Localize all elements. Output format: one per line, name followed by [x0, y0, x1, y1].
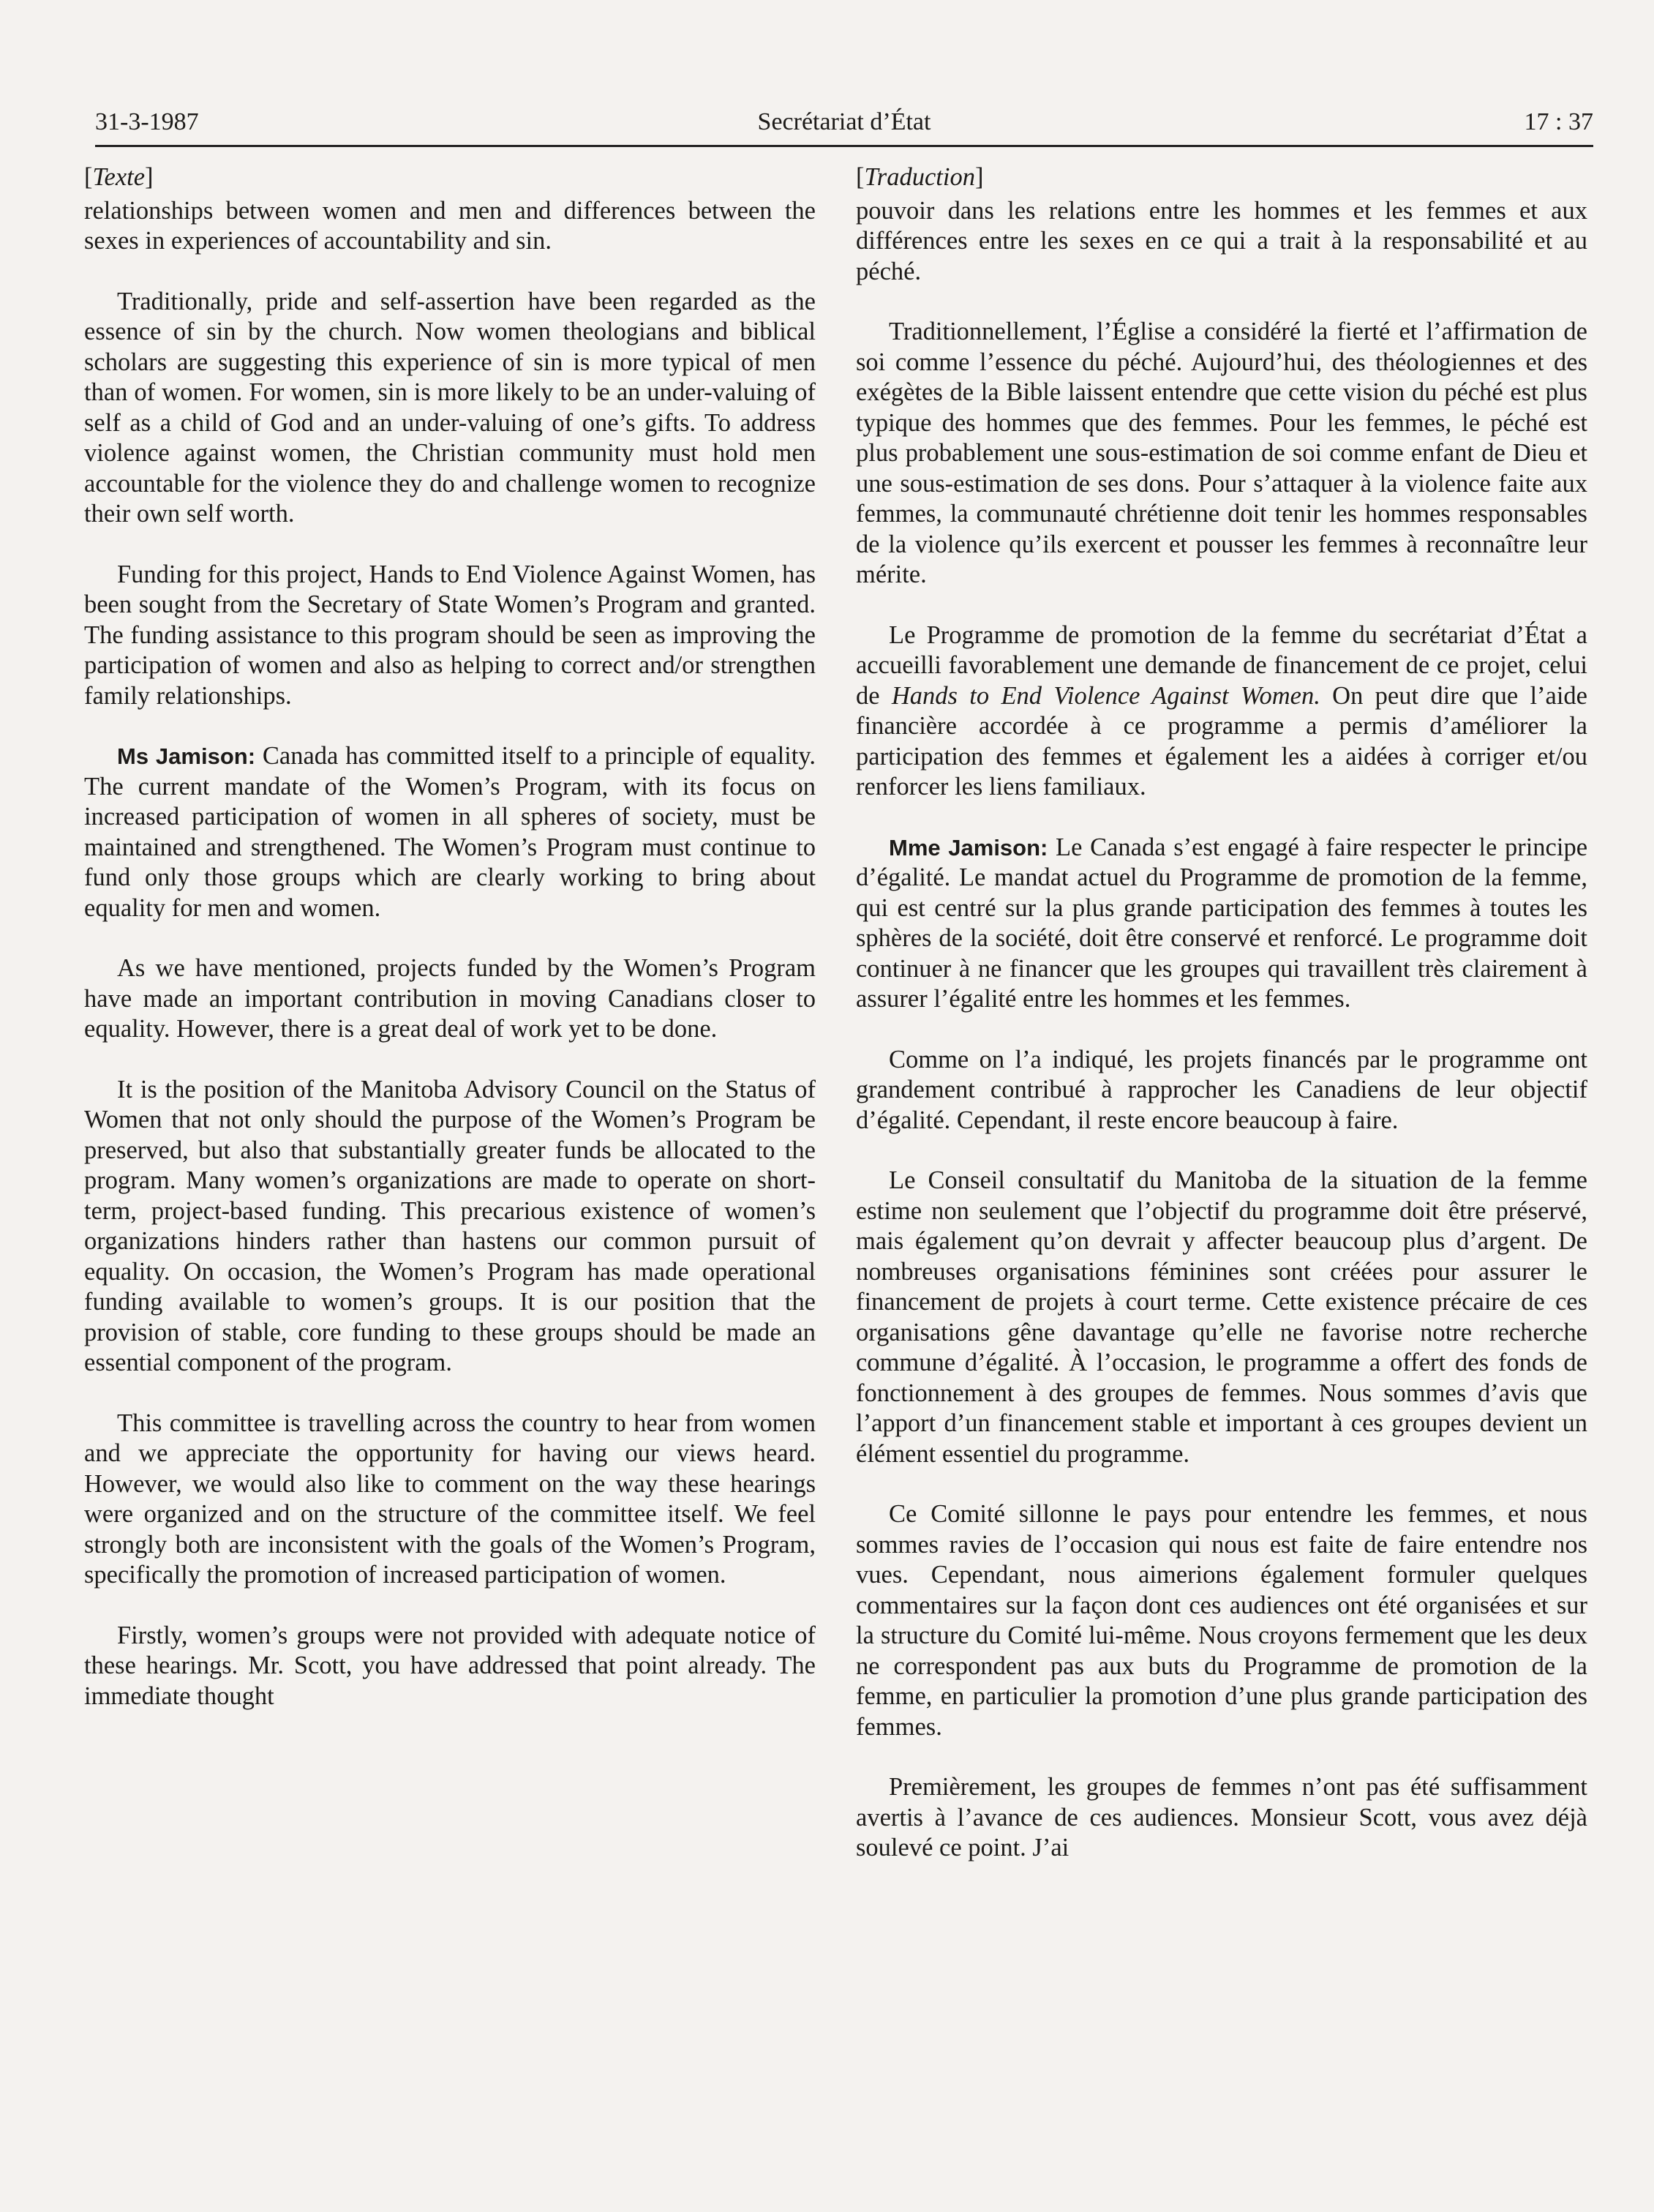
paragraph: Le Programme de promotion de la femme du secrétariat d’État a accueilli favorablement une demande de financement de ce projet, celui de Hands to End Violence Against Women. On peut dire que l’aide financière accordée à ce programme a permis d’améliorer la participation des femmes et également les a aidées à corriger et/ou renforcer les liens familiaux. — [856, 621, 1587, 801]
header-page-number: 17 : 37 — [1524, 108, 1593, 135]
speaker-paragraph: Ms Jamison: Canada has committed itself to a principle of equality. The current mandate of the Women’s Program, with its focus on increased participation of women in all spheres of society, must be maintained and strengthened. The Women’s Program must continue to fund only those groups which are clearly working to bring about equality for men and women. — [84, 742, 816, 922]
french-column — [856, 162, 1587, 1894]
paragraph: Ce Comité sillonne le pays pour entendre les femmes, et nous sommes ravies de l’occasion qui nous est faite de faire entendre nos vues. Cependant, nous aimerions également formuler quelques commentaires sur la façon dont ces audiences ont été organisées et sur la structure du Comité lui-même. Nous croyons fermement que les deux ne correspondent pas aux buts du Programme de promotion de la femme, en particulier la promotion d’une plus grande participation des femmes. — [856, 1500, 1587, 1741]
paragraph: pouvoir dans les relations entre les hommes et les femmes et aux différences entre les sexes en ce qui a trait à la responsabilité et au péché. — [856, 196, 1587, 285]
paragraph: Traditionnellement, l’Église a considéré la fierté et l’affirmation de soi comme l’essence du péché. Aujourd’hui, des théologiennes et des exégètes de la Bible laissent entendre que cette vision du péché est plus typique des hommes que des femmes. Pour les femmes, le péché est plus probablement une sous-estimation de soi comme enfant de Dieu et une sous-estimation de ses dons. Pour s’attaquer à la violence faite aux femmes, la communauté chrétienne doit tenir les hommes responsables de la violence qu’ils exercent et pousser les femmes à reconnaître leur mérite. — [856, 318, 1587, 588]
header-title: Secrétariat d’État — [757, 108, 931, 135]
paragraph: Funding for this project, Hands to End Violence Against Women, has been sought from the Secretary of State Women’s Program and granted. The funding assistance to this program should be seen as improving the participation of women and also as helping to correct and/or strengthen family relationships. — [84, 560, 816, 710]
header-date: 31-3-1987 — [95, 108, 199, 135]
paragraph: Le Conseil consultatif du Manitoba de la situation de la femme estime non seulement que l’objectif du programme doit être préservé, mais également qu’on devrait y affecter beaucoup plus d’argent. De nombreuses organisations féminines sont créées pour assurer le financement de projets à court terme. Cette existence précaire de ces organisations gêne davantage qu’elle ne favorise notre recherche commune d’égalité. À l’occasion, le programme a offert des fonds de fonctionnement à des groupes de femmes. Nous sommes d’avis que l’apport d’un financement stable et important à ces groupes devient un élément essentiel du programme. — [856, 1166, 1587, 1468]
project-title: Hands to End Violence Against Women. — [891, 681, 1320, 710]
page-header — [95, 104, 1593, 147]
paragraph: Traditionally, pride and self-assertion have been regarded as the essence of sin by the church. Now women theologians and biblical scholars are suggesting this experience of sin is more typical of men than of women. For women, sin is more likely to be an under-valuing of self as a child of God and an under-valuing of one’s gifts. To address violence against women, the Christian community must hold men accountable for the violence they do and challenge women to recognize their own self worth. — [84, 287, 816, 528]
paragraph: Premièrement, les groupes de femmes n’ont pas été suffisamment avertis à l’avance de ces audiences. Monsieur Scott, vous avez déjà soulevé ce point. J’ai — [856, 1773, 1587, 1862]
paragraph: relationships between women and men and differences between the sexes in experiences of accountability and sin. — [84, 196, 816, 255]
english-column — [84, 162, 816, 1742]
paragraph: This committee is travelling across the country to hear from women and we appreciate the opportunity for having our views heard. However, we would also like to comment on the way these hearings were organized and on the structure of the committee itself. We feel strongly both are inconsistent with the goals of the Women’s Program, specifically the promotion of increased participation of women. — [84, 1409, 816, 1589]
column-label-traduction: [Traduction] — [856, 163, 984, 191]
column-label-texte: [Texte] — [84, 163, 154, 191]
speaker-name: Ms Jamison: — [117, 743, 256, 769]
speaker-paragraph: Mme Jamison: Le Canada s’est engagé à faire respecter le principe d’égalité. Le mandat actuel du Programme de promotion de la femme, qui est centré sur la plus grande participation des femmes à toutes les sphères de la société, doit être conservé et renforcé. Le programme doit continuer à ne financer que les groupes qui travaillent très clairement à assurer l’égalité entre les hommes et les femmes. — [856, 833, 1588, 1013]
paragraph: Firstly, women’s groups were not provided with adequate notice of these hearings. Mr. Scott, you have addressed that point already. The immediate thought — [84, 1621, 816, 1710]
speaker-name: Mme Jamison: — [889, 834, 1048, 861]
paragraph: It is the position of the Manitoba Advisory Council on the Status of Women that not only should the purpose of the Women’s Program be preserved, but also that substantially greater funds be allocated to the program. Many women’s organizations are made to operate on short-term, project-based funding. This precarious existence of women’s organizations hinders rather than hastens our common pursuit of equality. On occasion, the Women’s Program has made operational funding available to women’s groups. It is our position that the provision of stable, core funding to these groups should be made an essential component of the program. — [84, 1075, 816, 1376]
paragraph: As we have mentioned, projects funded by the Women’s Program have made an important contribution in moving Canadians closer to equality. However, there is a great deal of work yet to be done. — [84, 954, 816, 1043]
paragraph: Comme on l’a indiqué, les projets financés par le programme ont grandement contribué à rapprocher les Canadiens de leur objectif d’égalité. Cependant, il reste encore beaucoup à faire. — [856, 1045, 1587, 1134]
